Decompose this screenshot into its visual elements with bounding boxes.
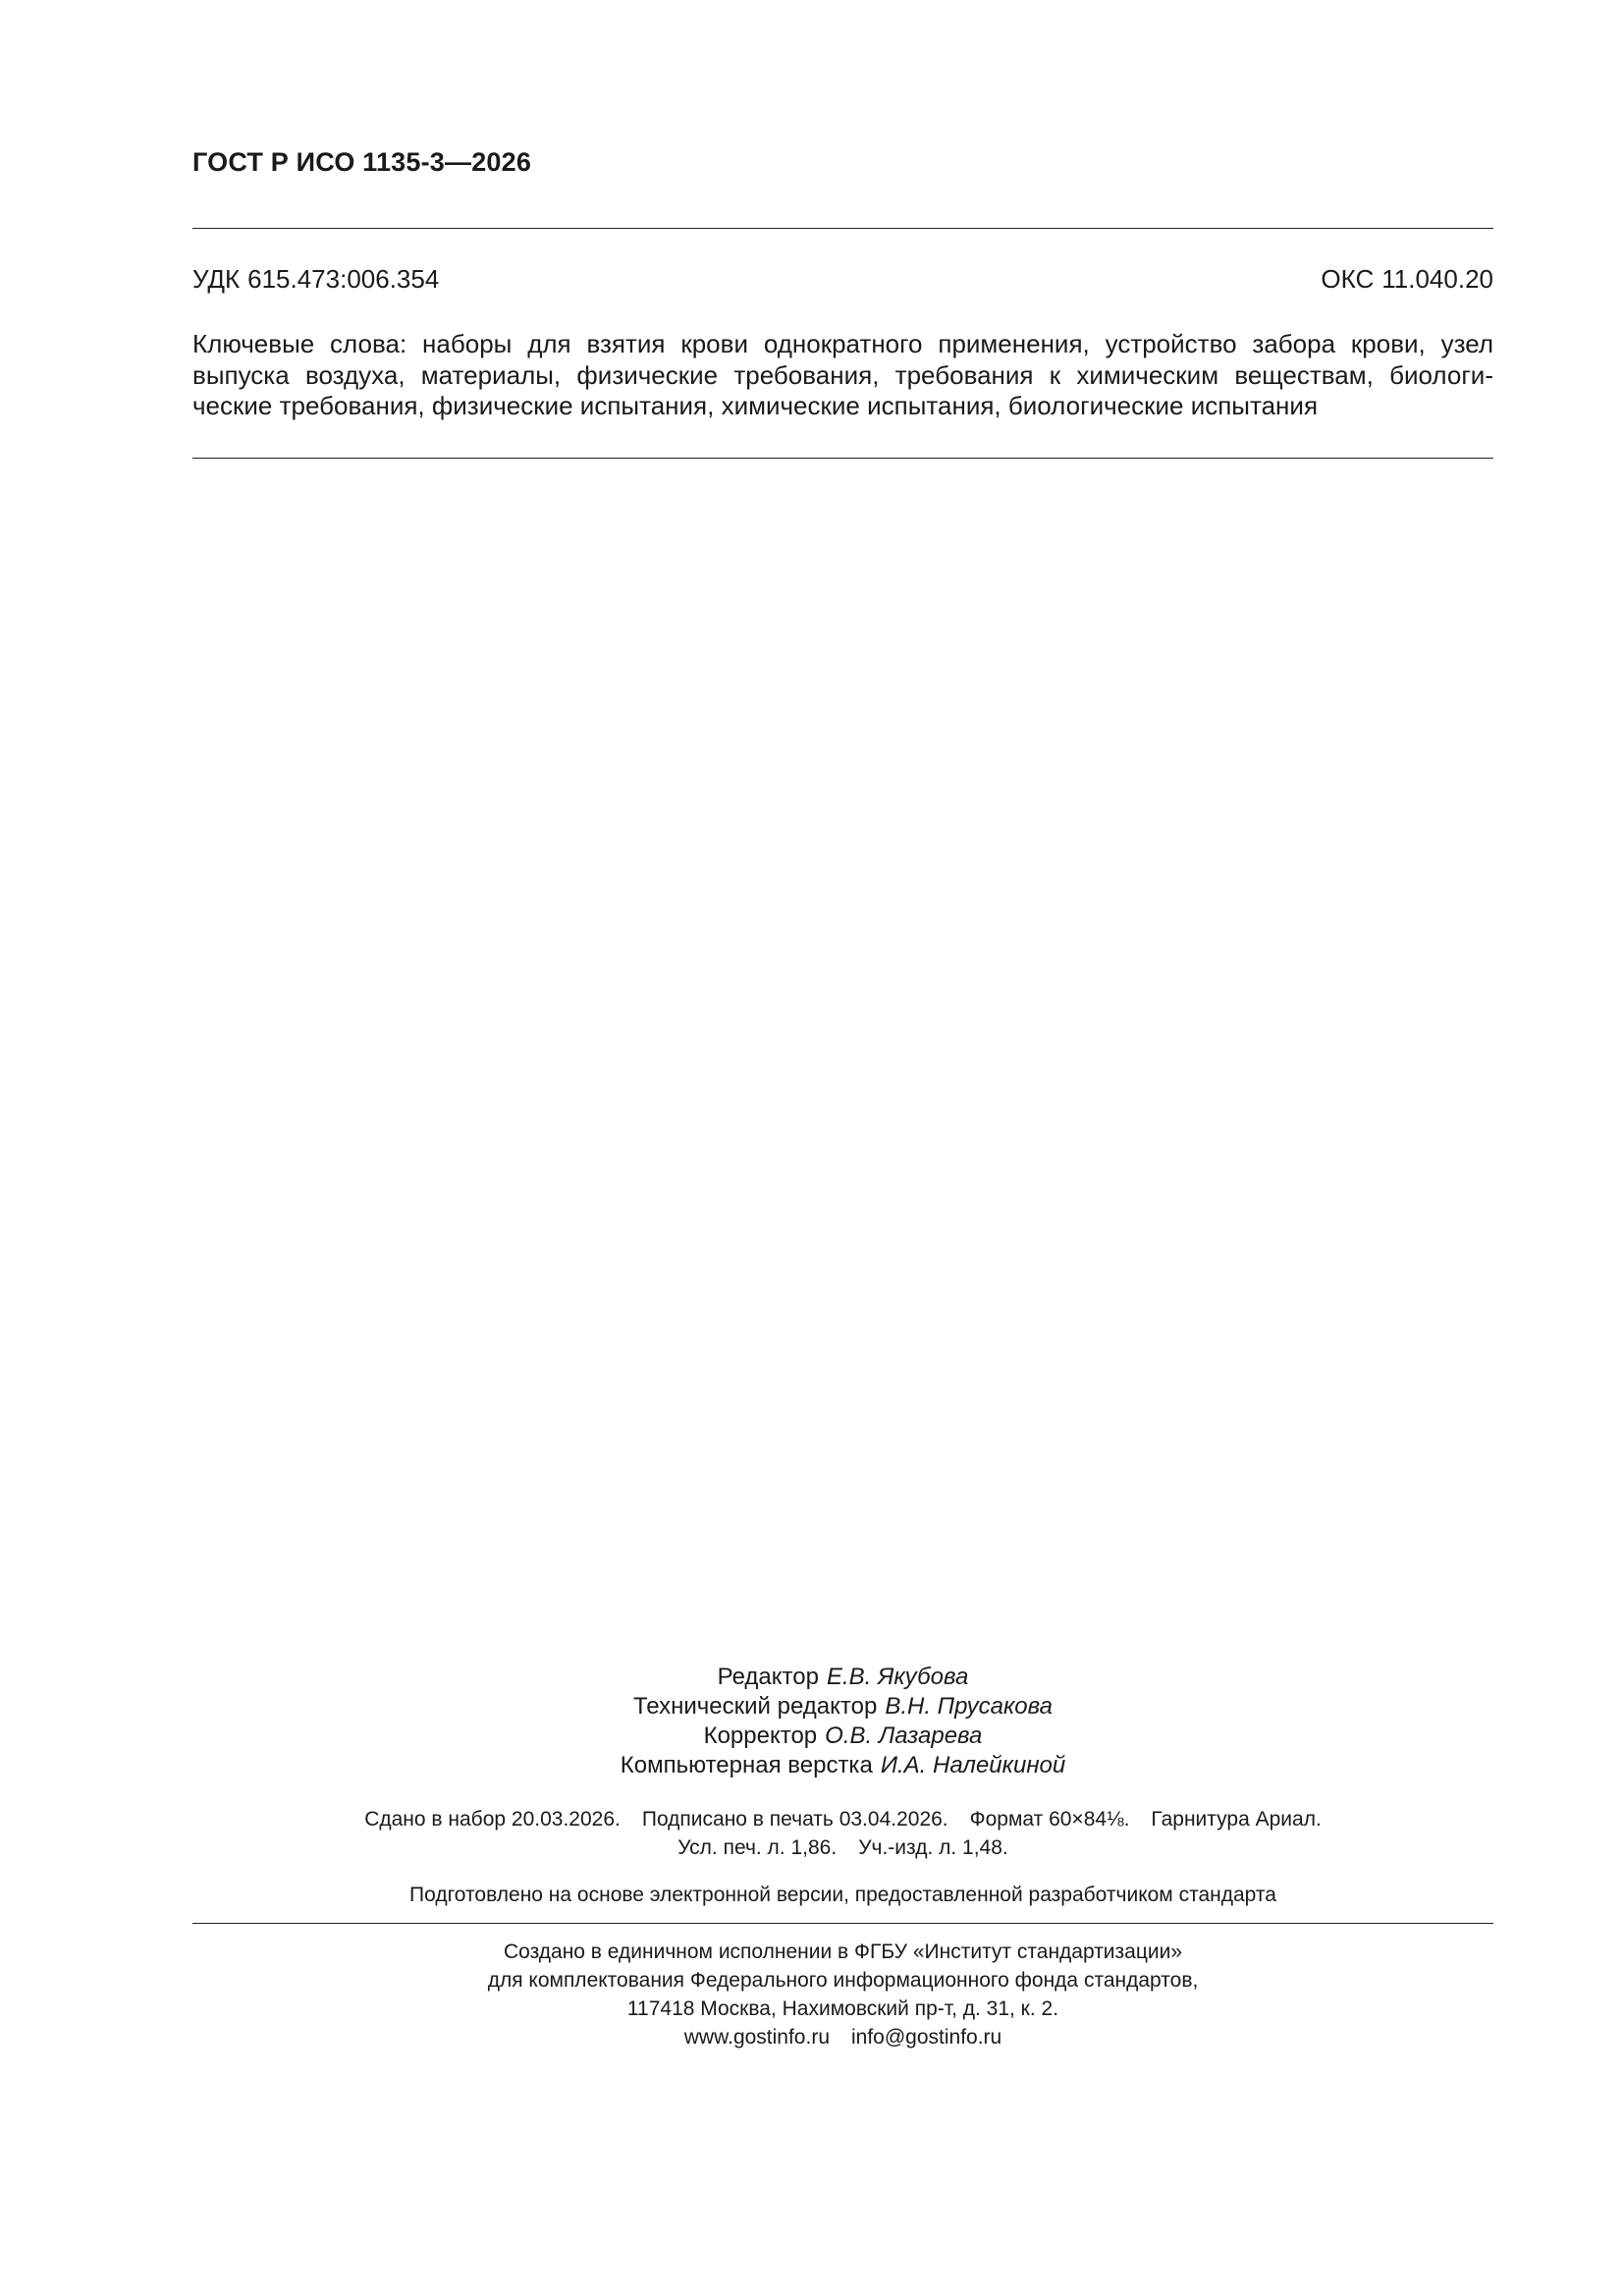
credit-name: О.В. Лазарева: [825, 1722, 983, 1749]
credit-role: Корректор: [703, 1722, 818, 1749]
print-sheets: Усл. печ. л. 1,86.: [677, 1836, 838, 1859]
prepared-note: Подготовлено на основе электронной версии, предоставленной разработчиком стандарта: [409, 1884, 1276, 1906]
credit-tech-editor: [192, 1692, 1493, 1722]
keywords-divider: [192, 458, 1493, 459]
publication-info: [192, 1805, 1493, 1862]
credit-editor: [192, 1663, 1493, 1692]
udk-value: 615.473:006.354: [247, 264, 440, 294]
standard-code: ГОСТ Р ИСО 1135-3—2026: [192, 147, 532, 177]
credit-name: Е.В. Якубова: [826, 1664, 969, 1690]
credit-layout: [192, 1751, 1493, 1780]
publication-line: [192, 1805, 1493, 1833]
credit-role: Редактор: [717, 1664, 819, 1690]
credits-block: [192, 1663, 1493, 1780]
udk-block: [192, 264, 439, 295]
oks-value: 11.040.20: [1381, 264, 1493, 294]
credit-role: Компьютерная верстка: [620, 1752, 873, 1778]
oks-block: [1321, 264, 1493, 295]
classification-row: [192, 264, 1493, 295]
email-link[interactable]: info@gostinfo.ru: [851, 2026, 1002, 2049]
signed-date: Подписано в печать 03.04.2026.: [641, 1808, 948, 1831]
oks-label: ОКС: [1321, 264, 1375, 294]
created-line: 117418 Москва, Нахимовский пр-т, д. 31, к. 2.: [626, 1997, 1059, 2020]
created-line: для комплектования Федерального информационного фонда стандартов,: [487, 1969, 1199, 1992]
keywords-line: выпуска воздуха, материалы, физические требования, требования к химическим веществам, биологи-: [192, 359, 1493, 390]
keywords-block: [192, 329, 1493, 422]
created-block: [192, 1938, 1493, 2051]
credit-name: В.Н. Прусакова: [885, 1693, 1053, 1720]
udk-label: УДК: [192, 264, 241, 294]
publisher-sheets: Уч.-изд. л. 1,48.: [858, 1836, 1008, 1859]
website-link[interactable]: www.gostinfo.ru: [683, 2026, 830, 2049]
sent-date: Сдано в набор 20.03.2026.: [364, 1808, 621, 1831]
bottom-divider: [192, 1923, 1493, 1924]
contacts-line: [192, 2023, 1493, 2051]
credit-proofreader: [192, 1722, 1493, 1751]
typeface: Гарнитура Ариал.: [1151, 1808, 1322, 1831]
keywords-line: ческие требования, физические испытания, химические испытания, биологические испытания: [192, 391, 1319, 420]
paper-format: Формат 60×84⅛.: [969, 1808, 1130, 1831]
keywords-line: Ключевые слова: наборы для взятия крови однократного применения, устройство забора крови, узел: [192, 329, 1493, 358]
publication-line: [192, 1833, 1493, 1862]
credit-name: И.А. Налейкиной: [880, 1752, 1066, 1778]
top-divider: [192, 228, 1493, 229]
credit-role: Технический редактор: [632, 1693, 878, 1720]
created-line: Создано в единичном исполнении в ФГБУ «Институт стандартизации»: [503, 1941, 1183, 1963]
